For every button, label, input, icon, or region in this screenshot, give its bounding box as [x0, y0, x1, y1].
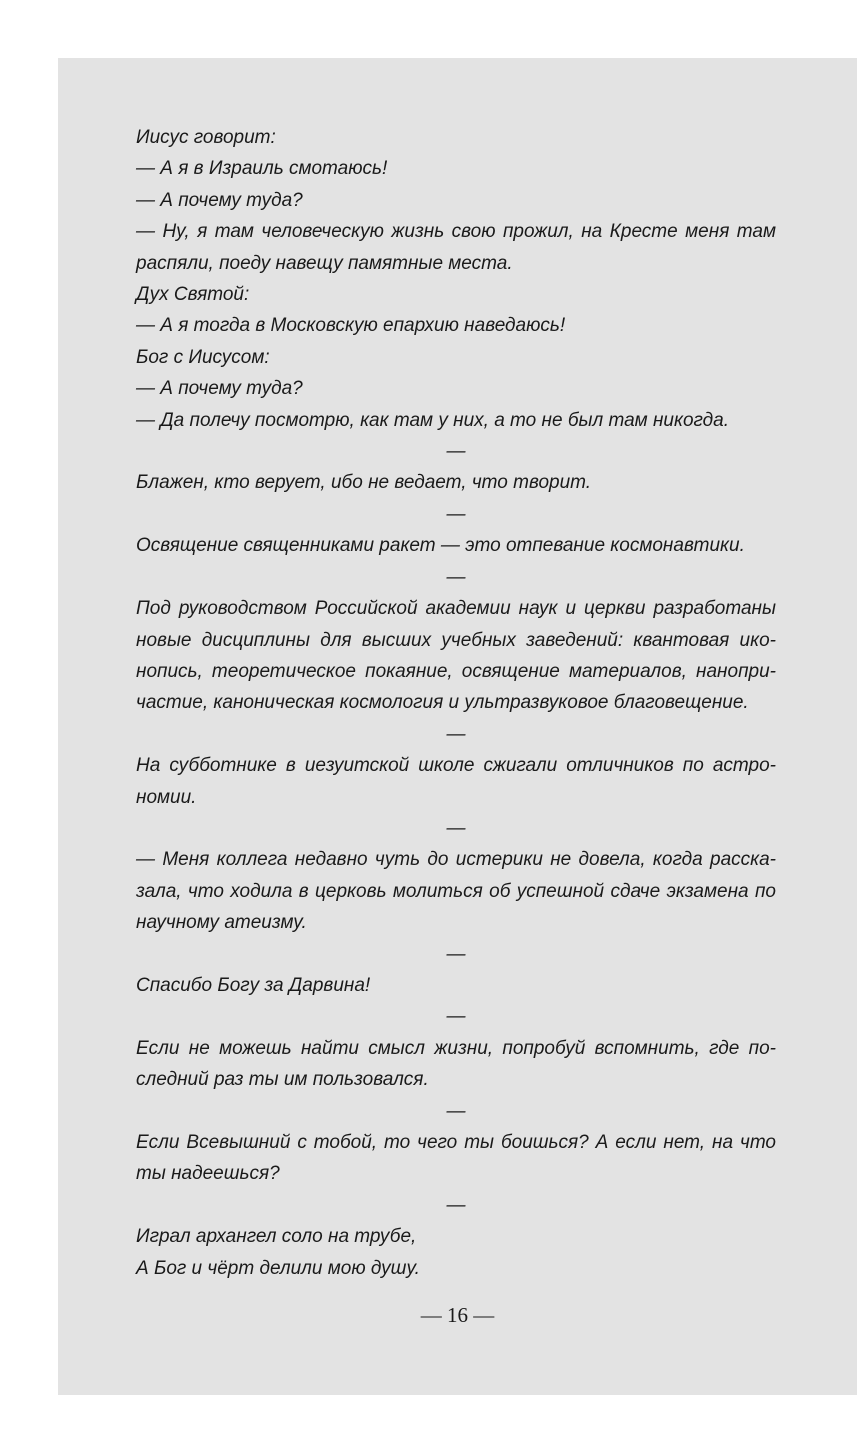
joke-paragraph: Если не можешь найти смысл жизни, попробуй вспомнить, где последний раз ты им пользовался. [136, 1037, 776, 1091]
separator: — [446, 441, 466, 463]
separator: — [446, 1194, 466, 1216]
poem-line: Играл архангел соло на трубе, [136, 1226, 417, 1248]
separator: — [446, 1100, 466, 1122]
joke-paragraph: — Меня коллега недавно чуть до истерики не довела, когда рассказала, что ходила в церковь молиться об успешной сдаче экзамена по научному атеизму. [136, 849, 776, 934]
dialogue-line: — Ну, я там человеческую жизнь свою прожил, на Кресте меня там распяли, поеду навещу памятные места. [136, 221, 776, 274]
separator: — [446, 723, 466, 745]
dialogue-line: Иисус говорит: [136, 127, 276, 148]
separator: — [446, 943, 466, 965]
page [58, 58, 857, 1395]
separator: — [446, 566, 466, 588]
dialogue-line: — А я тогда в Московскую епархию наведаюсь! [136, 315, 566, 337]
dialogue-line: — А почему туда? [136, 378, 303, 400]
joke-paragraph: Освящение священниками ракет — это отпевание космонавтики. [136, 535, 745, 557]
joke-paragraph: Если Всевышний с тобой, то чего ты боишься? А если нет, на что ты надеешься? [136, 1132, 776, 1185]
dialogue-line: Дух Святой: [136, 284, 250, 306]
separator: — [446, 817, 466, 839]
dialogue-line: — А я в Израиль смотаюсь! [136, 158, 388, 180]
poem-line: А Бог и чёрт делили мою душу. [136, 1257, 420, 1279]
dialogue-line: — Да полечу посмотрю, как там у них, а то не был там никогда. [136, 409, 730, 431]
page-content [136, 122, 776, 1284]
poem-block [136, 1221, 776, 1284]
dialogue-line: — А почему туда? [136, 189, 303, 211]
joke-paragraph: Блажен, кто верует, ибо не ведает, что творит. [136, 472, 592, 494]
joke-paragraph: На субботнике в иезуитской школе сжигали отличников по астрономии. [136, 755, 776, 808]
dialogue-block [136, 122, 776, 436]
separator: — [446, 503, 466, 525]
joke-paragraph: Под руководством Российской академии наук и церкви разработаны новые дисциплины для высших учебных заведений: квантовая иконопись, теоретическое покаяние, освящение материалов, нанопричастие, каноническая космология и ультразвуковое благовещение. [136, 598, 776, 714]
dialogue-line: Бог с Иисусом: [136, 346, 270, 368]
page-number: — 16 — [420, 1303, 495, 1327]
joke-paragraph: Спасибо Богу за Дарвина! [136, 974, 371, 996]
separator: — [446, 1006, 466, 1028]
